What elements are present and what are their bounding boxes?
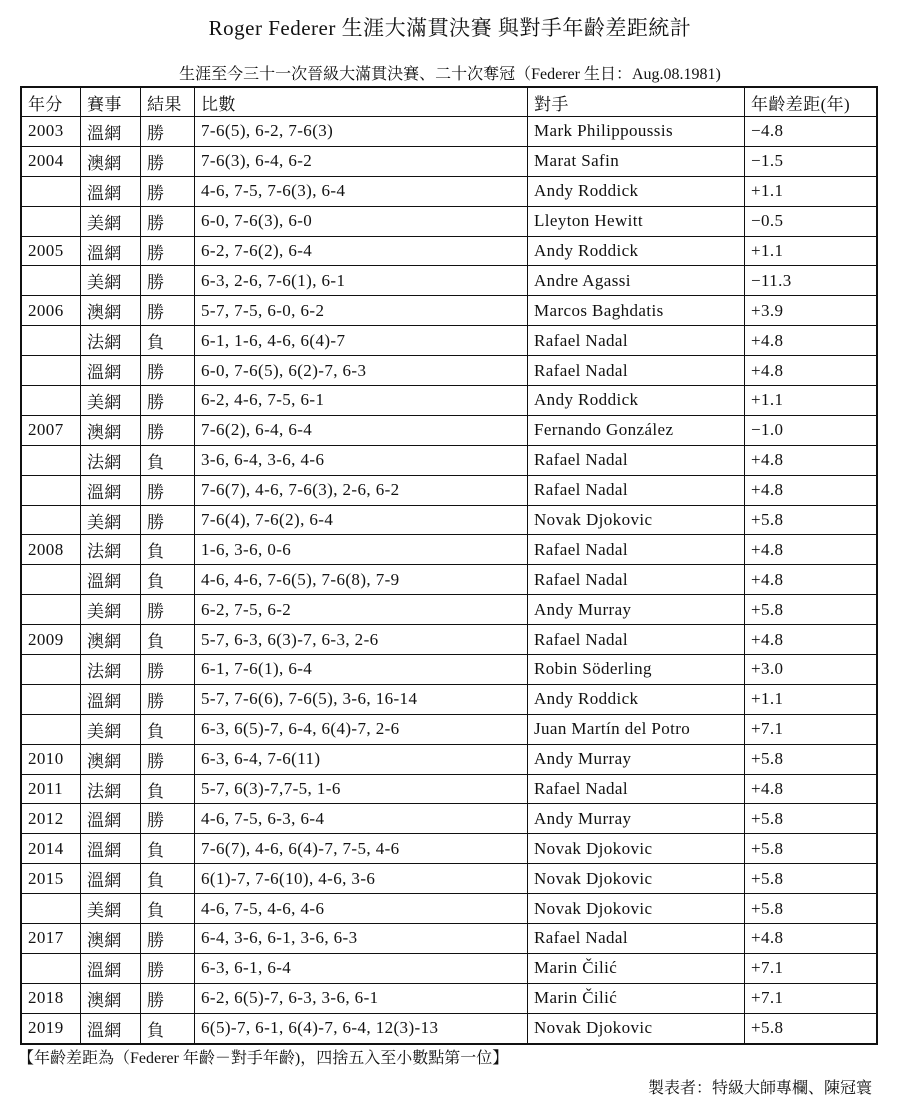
cell-year: 2014 bbox=[21, 834, 81, 864]
cell-score: 6-4, 3-6, 6-1, 3-6, 6-3 bbox=[195, 924, 528, 954]
cell-event: 美網 bbox=[81, 595, 141, 625]
cell-age-gap: +4.8 bbox=[745, 774, 878, 804]
cell-score: 6-3, 6-1, 6-4 bbox=[195, 953, 528, 983]
cell-opponent: Fernando González bbox=[528, 415, 745, 445]
table-row bbox=[21, 625, 877, 655]
cell-result: 勝 bbox=[141, 983, 195, 1013]
cell-score: 5-7, 7-6(6), 7-6(5), 3-6, 16-14 bbox=[195, 684, 528, 714]
cell-age-gap: −1.0 bbox=[745, 415, 878, 445]
cell-score: 7-6(7), 4-6, 7-6(3), 2-6, 6-2 bbox=[195, 475, 528, 505]
table-header-row bbox=[21, 87, 877, 117]
header-event: 賽事 bbox=[81, 87, 141, 117]
cell-opponent: Rafael Nadal bbox=[528, 924, 745, 954]
table-row bbox=[21, 415, 877, 445]
cell-year bbox=[21, 356, 81, 386]
cell-opponent: Marcos Baghdatis bbox=[528, 296, 745, 326]
cell-score: 6-3, 6-4, 7-6(11) bbox=[195, 744, 528, 774]
table-row bbox=[21, 206, 877, 236]
cell-event: 澳網 bbox=[81, 924, 141, 954]
cell-result: 負 bbox=[141, 834, 195, 864]
cell-score: 4-6, 7-5, 4-6, 4-6 bbox=[195, 894, 528, 924]
cell-year bbox=[21, 655, 81, 685]
cell-result: 勝 bbox=[141, 296, 195, 326]
table-row bbox=[21, 684, 877, 714]
cell-score: 7-6(3), 6-4, 6-2 bbox=[195, 146, 528, 176]
cell-year bbox=[21, 595, 81, 625]
cell-event: 美網 bbox=[81, 505, 141, 535]
cell-opponent: Lleyton Hewitt bbox=[528, 206, 745, 236]
cell-result: 勝 bbox=[141, 744, 195, 774]
cell-result: 負 bbox=[141, 864, 195, 894]
cell-result: 勝 bbox=[141, 236, 195, 266]
cell-score: 4-6, 7-5, 6-3, 6-4 bbox=[195, 804, 528, 834]
cell-event: 澳網 bbox=[81, 983, 141, 1013]
cell-event: 法網 bbox=[81, 535, 141, 565]
table-row bbox=[21, 655, 877, 685]
cell-score: 6-3, 2-6, 7-6(1), 6-1 bbox=[195, 266, 528, 296]
cell-result: 勝 bbox=[141, 206, 195, 236]
cell-opponent: Andy Murray bbox=[528, 595, 745, 625]
cell-score: 7-6(4), 7-6(2), 6-4 bbox=[195, 505, 528, 535]
cell-result: 勝 bbox=[141, 146, 195, 176]
cell-age-gap: −1.5 bbox=[745, 146, 878, 176]
cell-age-gap: +4.8 bbox=[745, 565, 878, 595]
cell-event: 溫網 bbox=[81, 176, 141, 206]
cell-score: 1-6, 3-6, 0-6 bbox=[195, 535, 528, 565]
cell-score: 6-1, 7-6(1), 6-4 bbox=[195, 655, 528, 685]
cell-result: 勝 bbox=[141, 684, 195, 714]
cell-opponent: Andy Roddick bbox=[528, 236, 745, 266]
table-row bbox=[21, 117, 877, 147]
cell-age-gap: −4.8 bbox=[745, 117, 878, 147]
header-year: 年分 bbox=[21, 87, 81, 117]
cell-score: 6-2, 7-5, 6-2 bbox=[195, 595, 528, 625]
cell-year: 2011 bbox=[21, 774, 81, 804]
cell-age-gap: +4.8 bbox=[745, 924, 878, 954]
cell-result: 勝 bbox=[141, 415, 195, 445]
cell-age-gap: +5.8 bbox=[745, 894, 878, 924]
author-credit: 製表者：特級大師專欄、陳冠寰 bbox=[647, 1080, 872, 1097]
cell-opponent: Rafael Nadal bbox=[528, 326, 745, 356]
cell-score: 7-6(7), 4-6, 6(4)-7, 7-5, 4-6 bbox=[195, 834, 528, 864]
cell-event: 溫網 bbox=[81, 356, 141, 386]
cell-event: 溫網 bbox=[81, 236, 141, 266]
cell-event: 美網 bbox=[81, 894, 141, 924]
cell-event: 溫網 bbox=[81, 475, 141, 505]
cell-result: 勝 bbox=[141, 804, 195, 834]
cell-age-gap: +1.1 bbox=[745, 386, 878, 416]
cell-event: 法網 bbox=[81, 445, 141, 475]
cell-opponent: Novak Djokovic bbox=[528, 1013, 745, 1043]
cell-year bbox=[21, 714, 81, 744]
cell-opponent: Rafael Nadal bbox=[528, 625, 745, 655]
cell-event: 溫網 bbox=[81, 117, 141, 147]
header-result: 結果 bbox=[141, 87, 195, 117]
cell-year bbox=[21, 176, 81, 206]
cell-opponent: Novak Djokovic bbox=[528, 894, 745, 924]
cell-age-gap: +5.8 bbox=[745, 595, 878, 625]
cell-age-gap: +4.8 bbox=[745, 475, 878, 505]
cell-event: 美網 bbox=[81, 714, 141, 744]
cell-opponent: Marin Čilić bbox=[528, 983, 745, 1013]
cell-year bbox=[21, 475, 81, 505]
table-row bbox=[21, 296, 877, 326]
table-row bbox=[21, 595, 877, 625]
cell-result: 負 bbox=[141, 326, 195, 356]
page-title: Roger Federer 生涯大滿貫決賽 與對手年齡差距統計 bbox=[208, 16, 692, 40]
cell-event: 澳網 bbox=[81, 625, 141, 655]
cell-score: 4-6, 7-5, 7-6(3), 6-4 bbox=[195, 176, 528, 206]
table-row bbox=[21, 146, 877, 176]
cell-result: 勝 bbox=[141, 386, 195, 416]
cell-opponent: Rafael Nadal bbox=[528, 565, 745, 595]
cell-score: 6(5)-7, 6-1, 6(4)-7, 6-4, 12(3)-13 bbox=[195, 1013, 528, 1043]
cell-year bbox=[21, 386, 81, 416]
table-row bbox=[21, 475, 877, 505]
footnote: 【年齡差距為（Federer 年齡－對手年齡)，四捨五入至小數點第一位】 bbox=[18, 1050, 509, 1067]
cell-age-gap: +5.8 bbox=[745, 505, 878, 535]
cell-event: 法網 bbox=[81, 655, 141, 685]
cell-result: 負 bbox=[141, 445, 195, 475]
cell-score: 6-2, 7-6(2), 6-4 bbox=[195, 236, 528, 266]
cell-year: 2003 bbox=[21, 117, 81, 147]
cell-result: 勝 bbox=[141, 595, 195, 625]
table-row bbox=[21, 326, 877, 356]
cell-year bbox=[21, 266, 81, 296]
cell-score: 5-7, 6(3)-7,7-5, 1-6 bbox=[195, 774, 528, 804]
cell-opponent: Novak Djokovic bbox=[528, 834, 745, 864]
cell-opponent: Andy Roddick bbox=[528, 176, 745, 206]
cell-result: 勝 bbox=[141, 655, 195, 685]
cell-age-gap: +1.1 bbox=[745, 176, 878, 206]
cell-age-gap: +4.8 bbox=[745, 535, 878, 565]
table-row bbox=[21, 834, 877, 864]
cell-opponent: Andre Agassi bbox=[528, 266, 745, 296]
cell-result: 負 bbox=[141, 714, 195, 744]
cell-year: 2012 bbox=[21, 804, 81, 834]
table-row bbox=[21, 1013, 877, 1043]
cell-year bbox=[21, 445, 81, 475]
cell-score: 4-6, 4-6, 7-6(5), 7-6(8), 7-9 bbox=[195, 565, 528, 595]
cell-opponent: Rafael Nadal bbox=[528, 535, 745, 565]
cell-year: 2018 bbox=[21, 983, 81, 1013]
table-row bbox=[21, 266, 877, 296]
cell-score: 6-2, 4-6, 7-5, 6-1 bbox=[195, 386, 528, 416]
cell-result: 負 bbox=[141, 565, 195, 595]
cell-age-gap: +4.8 bbox=[745, 445, 878, 475]
cell-age-gap: +4.8 bbox=[745, 356, 878, 386]
table-row bbox=[21, 953, 877, 983]
cell-opponent: Rafael Nadal bbox=[528, 356, 745, 386]
cell-age-gap: +5.8 bbox=[745, 1013, 878, 1043]
cell-age-gap: +5.8 bbox=[745, 744, 878, 774]
cell-age-gap: +5.8 bbox=[745, 834, 878, 864]
cell-event: 溫網 bbox=[81, 864, 141, 894]
cell-opponent: Novak Djokovic bbox=[528, 864, 745, 894]
cell-result: 勝 bbox=[141, 505, 195, 535]
table-row bbox=[21, 386, 877, 416]
cell-year: 2017 bbox=[21, 924, 81, 954]
cell-year bbox=[21, 894, 81, 924]
cell-age-gap: +7.1 bbox=[745, 983, 878, 1013]
cell-score: 7-6(2), 6-4, 6-4 bbox=[195, 415, 528, 445]
cell-event: 法網 bbox=[81, 326, 141, 356]
cell-year bbox=[21, 684, 81, 714]
cell-event: 澳網 bbox=[81, 146, 141, 176]
cell-result: 負 bbox=[141, 625, 195, 655]
cell-event: 溫網 bbox=[81, 953, 141, 983]
cell-year: 2004 bbox=[21, 146, 81, 176]
cell-score: 6(1)-7, 7-6(10), 4-6, 3-6 bbox=[195, 864, 528, 894]
cell-year: 2005 bbox=[21, 236, 81, 266]
cell-result: 勝 bbox=[141, 924, 195, 954]
cell-age-gap: +3.0 bbox=[745, 655, 878, 685]
cell-event: 溫網 bbox=[81, 1013, 141, 1043]
table-row bbox=[21, 983, 877, 1013]
table-row bbox=[21, 535, 877, 565]
cell-event: 溫網 bbox=[81, 565, 141, 595]
cell-opponent: Marin Čilić bbox=[528, 953, 745, 983]
cell-year bbox=[21, 326, 81, 356]
cell-score: 6-0, 7-6(3), 6-0 bbox=[195, 206, 528, 236]
table-row bbox=[21, 774, 877, 804]
table-row bbox=[21, 744, 877, 774]
header-age-gap: 年齡差距(年) bbox=[745, 87, 878, 117]
cell-year bbox=[21, 565, 81, 595]
table-row bbox=[21, 714, 877, 744]
cell-opponent: Novak Djokovic bbox=[528, 505, 745, 535]
table-row bbox=[21, 864, 877, 894]
table-row bbox=[21, 894, 877, 924]
table-row bbox=[21, 804, 877, 834]
cell-event: 溫網 bbox=[81, 804, 141, 834]
cell-score: 7-6(5), 6-2, 7-6(3) bbox=[195, 117, 528, 147]
header-opponent: 對手 bbox=[528, 87, 745, 117]
cell-year: 2009 bbox=[21, 625, 81, 655]
table-row bbox=[21, 176, 877, 206]
cell-score: 6-0, 7-6(5), 6(2)-7, 6-3 bbox=[195, 356, 528, 386]
table-row bbox=[21, 445, 877, 475]
cell-event: 美網 bbox=[81, 266, 141, 296]
cell-age-gap: +4.8 bbox=[745, 625, 878, 655]
cell-result: 勝 bbox=[141, 953, 195, 983]
cell-score: 6-3, 6(5)-7, 6-4, 6(4)-7, 2-6 bbox=[195, 714, 528, 744]
cell-year: 2008 bbox=[21, 535, 81, 565]
cell-opponent: Andy Roddick bbox=[528, 386, 745, 416]
cell-result: 勝 bbox=[141, 176, 195, 206]
cell-year bbox=[21, 505, 81, 535]
cell-year: 2007 bbox=[21, 415, 81, 445]
cell-result: 負 bbox=[141, 535, 195, 565]
cell-opponent: Andy Roddick bbox=[528, 684, 745, 714]
cell-year: 2010 bbox=[21, 744, 81, 774]
header-score: 比數 bbox=[195, 87, 528, 117]
cell-year: 2006 bbox=[21, 296, 81, 326]
cell-event: 溫網 bbox=[81, 834, 141, 864]
table-row bbox=[21, 505, 877, 535]
cell-result: 勝 bbox=[141, 117, 195, 147]
cell-age-gap: +5.8 bbox=[745, 804, 878, 834]
finals-table bbox=[20, 86, 878, 1045]
table-row bbox=[21, 924, 877, 954]
cell-opponent: Rafael Nadal bbox=[528, 445, 745, 475]
cell-event: 溫網 bbox=[81, 684, 141, 714]
cell-opponent: Rafael Nadal bbox=[528, 475, 745, 505]
cell-result: 勝 bbox=[141, 266, 195, 296]
cell-age-gap: +5.8 bbox=[745, 864, 878, 894]
table-row bbox=[21, 356, 877, 386]
cell-age-gap: +4.8 bbox=[745, 326, 878, 356]
cell-year: 2015 bbox=[21, 864, 81, 894]
table-row bbox=[21, 565, 877, 595]
cell-score: 5-7, 6-3, 6(3)-7, 6-3, 2-6 bbox=[195, 625, 528, 655]
cell-score: 6-1, 1-6, 4-6, 6(4)-7 bbox=[195, 326, 528, 356]
cell-age-gap: +7.1 bbox=[745, 714, 878, 744]
cell-result: 負 bbox=[141, 774, 195, 804]
cell-result: 負 bbox=[141, 894, 195, 924]
cell-event: 美網 bbox=[81, 386, 141, 416]
cell-opponent: Rafael Nadal bbox=[528, 774, 745, 804]
cell-opponent: Juan Martín del Potro bbox=[528, 714, 745, 744]
cell-opponent: Mark Philippoussis bbox=[528, 117, 745, 147]
cell-age-gap: +3.9 bbox=[745, 296, 878, 326]
cell-age-gap: −0.5 bbox=[745, 206, 878, 236]
cell-year: 2019 bbox=[21, 1013, 81, 1043]
cell-opponent: Andy Murray bbox=[528, 744, 745, 774]
cell-age-gap: +7.1 bbox=[745, 953, 878, 983]
cell-result: 勝 bbox=[141, 475, 195, 505]
cell-opponent: Robin Söderling bbox=[528, 655, 745, 685]
cell-score: 5-7, 7-5, 6-0, 6-2 bbox=[195, 296, 528, 326]
page-subtitle: 生涯至今三十一次晉級大滿貫決賽、二十次奪冠（Federer 生日：Aug.08.1981) bbox=[179, 66, 721, 83]
cell-age-gap: +1.1 bbox=[745, 684, 878, 714]
cell-result: 勝 bbox=[141, 356, 195, 386]
cell-event: 澳網 bbox=[81, 744, 141, 774]
cell-year bbox=[21, 206, 81, 236]
cell-score: 3-6, 6-4, 3-6, 4-6 bbox=[195, 445, 528, 475]
cell-event: 美網 bbox=[81, 206, 141, 236]
cell-opponent: Marat Safin bbox=[528, 146, 745, 176]
cell-year bbox=[21, 953, 81, 983]
table-row bbox=[21, 236, 877, 266]
cell-score: 6-2, 6(5)-7, 6-3, 3-6, 6-1 bbox=[195, 983, 528, 1013]
cell-result: 負 bbox=[141, 1013, 195, 1043]
cell-event: 澳網 bbox=[81, 296, 141, 326]
cell-event: 法網 bbox=[81, 774, 141, 804]
cell-age-gap: −11.3 bbox=[745, 266, 878, 296]
cell-event: 澳網 bbox=[81, 415, 141, 445]
cell-opponent: Andy Murray bbox=[528, 804, 745, 834]
cell-age-gap: +1.1 bbox=[745, 236, 878, 266]
